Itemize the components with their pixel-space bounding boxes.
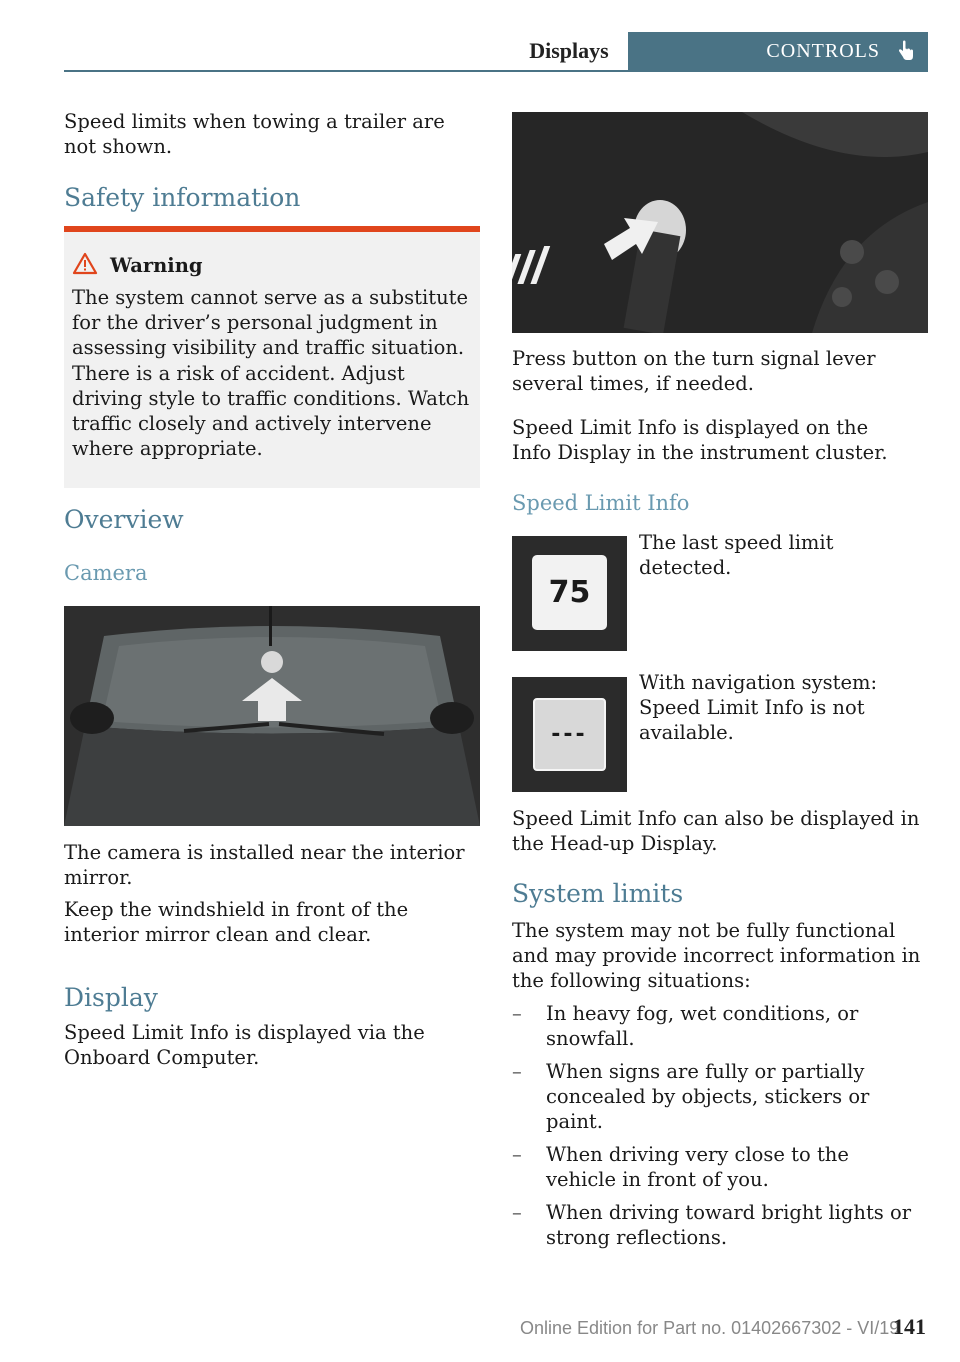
sign2-description: With navigation system: Speed Limit Info is not available. [639, 671, 878, 744]
camera-paragraph-1: The camera is installed near the interior mirror. [64, 841, 465, 889]
hand-pointer-icon [894, 40, 916, 62]
footer-edition: Online Edition for Part no. 01402667302 - VI/19 [520, 1318, 900, 1338]
camera-windshield-image [64, 606, 480, 826]
list-item: – In heavy fog, wet conditions, or snowfall. [512, 1002, 859, 1050]
warning-title: Warning [110, 254, 203, 277]
header-section-title: Displays [529, 38, 609, 63]
system-limits-list [512, 1001, 912, 1258]
safety-heading: Safety information [64, 183, 301, 212]
list-item: – When driving toward bright lights or strong reflections. [512, 1201, 912, 1249]
turn-signal-lever-image [512, 112, 928, 333]
speed-limit-value: 75 [532, 555, 607, 630]
list-item: – When signs are fully or partially concealed by objects, stickers or paint. [512, 1060, 870, 1133]
header-chapter-tab [628, 32, 928, 70]
display-heading: Display [64, 983, 158, 1012]
camera-paragraph-2: Keep the windshield in front of the interior mirror clean and clear. [64, 898, 409, 946]
speed-limit-unavailable-image [512, 677, 627, 792]
speed-limit-info-heading: Speed Limit Info [512, 491, 690, 515]
speed-limit-unavailable-value: --- [533, 698, 606, 771]
system-limits-heading: System limits [512, 879, 684, 908]
intro-paragraph: Speed limits when towing a trailer are not shown. [64, 110, 445, 158]
speed-limit-sign-image [512, 536, 627, 651]
press-button-paragraph: Press button on the turn signal lever several times, if needed. [512, 347, 876, 395]
list-item: – When driving very close to the vehicle in front of you. [512, 1143, 849, 1191]
display-paragraph: Speed Limit Info is displayed via the Onboard Computer. [64, 1021, 425, 1069]
header-chapter-label: CONTROLS [766, 40, 880, 62]
overview-heading: Overview [64, 505, 184, 534]
hud-paragraph: Speed Limit Info can also be displayed in the Head-up Display. [512, 807, 920, 855]
page-number: 141 [893, 1314, 926, 1339]
info-display-paragraph: Speed Limit Info is displayed on the Info Display in the instrument cluster. [512, 416, 888, 464]
header-rule [64, 70, 928, 72]
system-limits-intro: The system may not be fully functional and may provide incorrect information in the following situations: [512, 919, 921, 992]
sign1-description: The last speed limit detected. [639, 531, 834, 579]
warning-triangle-icon [72, 252, 98, 275]
camera-heading: Camera [64, 561, 148, 585]
warning-body: The system cannot serve as a substitute for the driver’s personal judgment in assessing visibility and traffic situation. There is a risk of accident. Adjust driving style to traffic conditions. Watch traffic closely and actively intervene where appropriate. [72, 286, 470, 461]
